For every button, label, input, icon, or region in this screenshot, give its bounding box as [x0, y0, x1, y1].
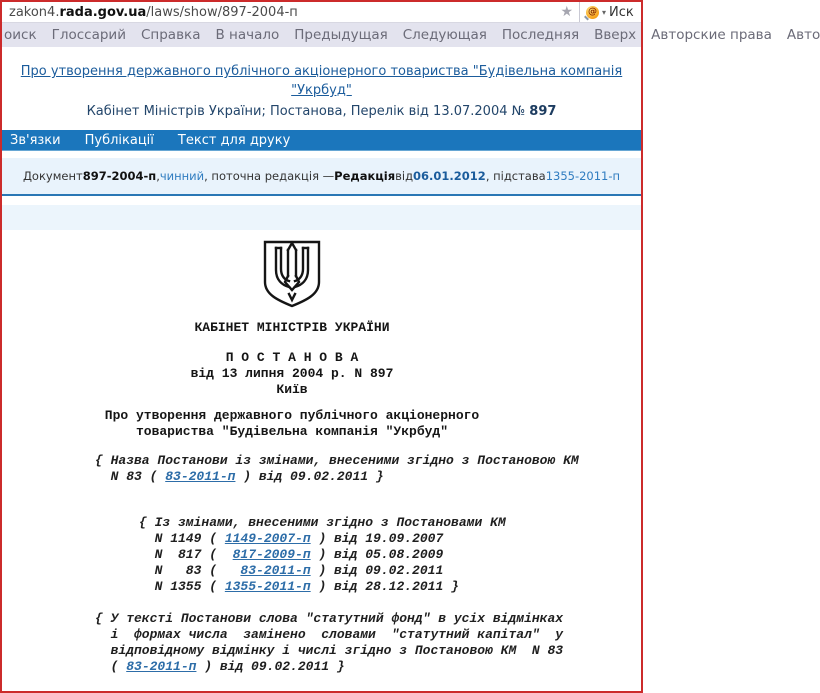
note-text: { Із змінами, внесеними згідно з Постановами КМ — [139, 515, 506, 530]
note-text: N 83 ( — [139, 563, 241, 578]
menu-item-previous[interactable]: Предыдущая — [294, 27, 388, 43]
note-text: ) від 09.02.2011 } — [235, 469, 384, 484]
note-line — [139, 515, 582, 531]
menu-item-auto[interactable]: Авто — [786, 27, 820, 43]
doc-date-number: від 13 липня 2004 р. N 897 — [190, 366, 394, 381]
empty-highlight-band — [2, 205, 641, 230]
menu-bar — [2, 23, 820, 47]
amendment-note-1 — [95, 453, 582, 485]
institution-name: КАБІНЕТ МІНІСТРІВ УКРАЇНИ — [194, 320, 390, 335]
note-text: N 1149 ( — [139, 531, 225, 546]
note-line — [95, 611, 582, 627]
tab-links[interactable]: Зв'язки — [10, 132, 61, 148]
note-line — [139, 579, 582, 595]
note-text: відповідному відмінку і числі згідно з Постановою КМ N 83 — [95, 643, 564, 658]
status-link[interactable]: 06.01.2012 — [413, 169, 486, 183]
spacer — [2, 151, 641, 158]
note-text: { У тексті Постанови слова "статутний фонд" в усіх відмінках — [95, 611, 564, 626]
url-text[interactable] — [9, 5, 554, 20]
document-status-bar — [2, 158, 641, 196]
doc-reference-link[interactable]: 83-2011-п — [126, 659, 197, 674]
status-text: , поточна редакція — — [204, 169, 335, 183]
doc-reference-link[interactable]: 83-2011-п — [165, 469, 236, 484]
menu-item-copyright[interactable]: Авторские права — [651, 27, 772, 43]
note-text: N 83 ( — [95, 469, 166, 484]
note-text: ( — [95, 659, 127, 674]
note-text: ) від 09.02.2011 — [310, 563, 444, 578]
note-line — [95, 469, 582, 485]
document-subtitle — [2, 104, 641, 119]
doc-type: П О С Т А Н О В А — [225, 350, 359, 365]
search-placeholder-text: Иск — [609, 4, 634, 20]
url-path: /laws/show/897-2004-п — [146, 4, 298, 20]
note-text: { Назва Постанови із змінами, внесеними згідно з Постановою КМ — [95, 453, 579, 468]
tab-print-text[interactable]: Текст для друку — [177, 132, 291, 148]
status-text: , підстава — [485, 169, 546, 183]
note-line — [95, 453, 582, 469]
note-line — [139, 547, 582, 563]
doc-reference-link[interactable]: 83-2011-п — [240, 563, 311, 578]
document-navbar — [2, 130, 641, 151]
note-text: і формах числа замінено словами "статутний капітал" у — [95, 627, 564, 642]
tab-publications[interactable]: Публікації — [84, 132, 154, 148]
subtitle-number: 897 — [529, 104, 557, 119]
doc-title-line: товариства "Будівельна компанія "Укрбуд" — [135, 424, 449, 439]
status-text: Документ — [22, 169, 83, 183]
page-header — [2, 47, 641, 130]
status-text: від — [395, 169, 414, 183]
url-domain: rada.gov.ua — [59, 4, 147, 20]
note-text: N 1355 ( — [139, 579, 225, 594]
menu-item-up[interactable]: Вверх — [594, 27, 637, 43]
note-text: ) від 28.12.2011 } — [310, 579, 459, 594]
search-box[interactable] — [579, 2, 641, 22]
menu-item-help[interactable]: Справка — [140, 27, 201, 43]
doc-reference-link[interactable]: 1355-2011-п — [224, 579, 311, 594]
doc-city: Київ — [276, 382, 308, 397]
doc-title-line: Про утворення державного публічного акціонерного — [104, 408, 480, 423]
status-text: Редакція — [334, 169, 396, 183]
status-link[interactable]: 1355-2011-п — [545, 169, 621, 183]
note-text: ) від 19.09.2007 — [310, 531, 444, 546]
address-bar[interactable] — [2, 2, 641, 23]
note-text: N 817 ( — [139, 547, 233, 562]
menu-item-last[interactable]: Последняя — [501, 27, 580, 43]
status-link[interactable]: чинний — [159, 169, 205, 183]
search-engine-caret-icon[interactable]: ▾ — [602, 7, 607, 17]
amendment-note-3 — [95, 611, 582, 675]
status-text: 897-2004-п — [82, 169, 157, 183]
note-line — [95, 659, 582, 675]
subtitle-text: Кабінет Міністрів України; Постанова, Перелік від 13.07.2004 № — [86, 104, 530, 119]
doc-reference-link[interactable]: 1149-2007-п — [224, 531, 311, 546]
url-subdomain: zakon4. — [9, 4, 60, 20]
menu-item-poisk[interactable]: оиск — [4, 27, 37, 43]
bookmark-star-icon[interactable]: ★ — [560, 4, 573, 20]
note-line — [95, 627, 582, 643]
menu-item-glossary[interactable]: Глоссарий — [51, 27, 126, 43]
spacer — [2, 196, 641, 205]
note-line — [139, 563, 582, 579]
document-body — [2, 230, 641, 675]
note-line — [139, 531, 582, 547]
note-line — [95, 643, 582, 659]
amendment-note-2 — [139, 515, 582, 595]
note-text: ) від 09.02.2011 } — [196, 659, 345, 674]
note-text: ) від 05.08.2009 — [310, 547, 444, 562]
menu-item-home[interactable]: В начало — [215, 27, 280, 43]
document-title-link[interactable]: Про утворення державного публічного акціонерного товариства "Будівельна компанія "Укрбуд" — [20, 64, 623, 98]
status-text: , — [156, 169, 160, 183]
menu-item-next[interactable]: Следующая — [402, 27, 487, 43]
search-engine-icon[interactable]: @ — [588, 6, 597, 17]
coat-of-arms-ukraine-icon — [263, 240, 321, 308]
doc-reference-link[interactable]: 817-2009-п — [232, 547, 311, 562]
